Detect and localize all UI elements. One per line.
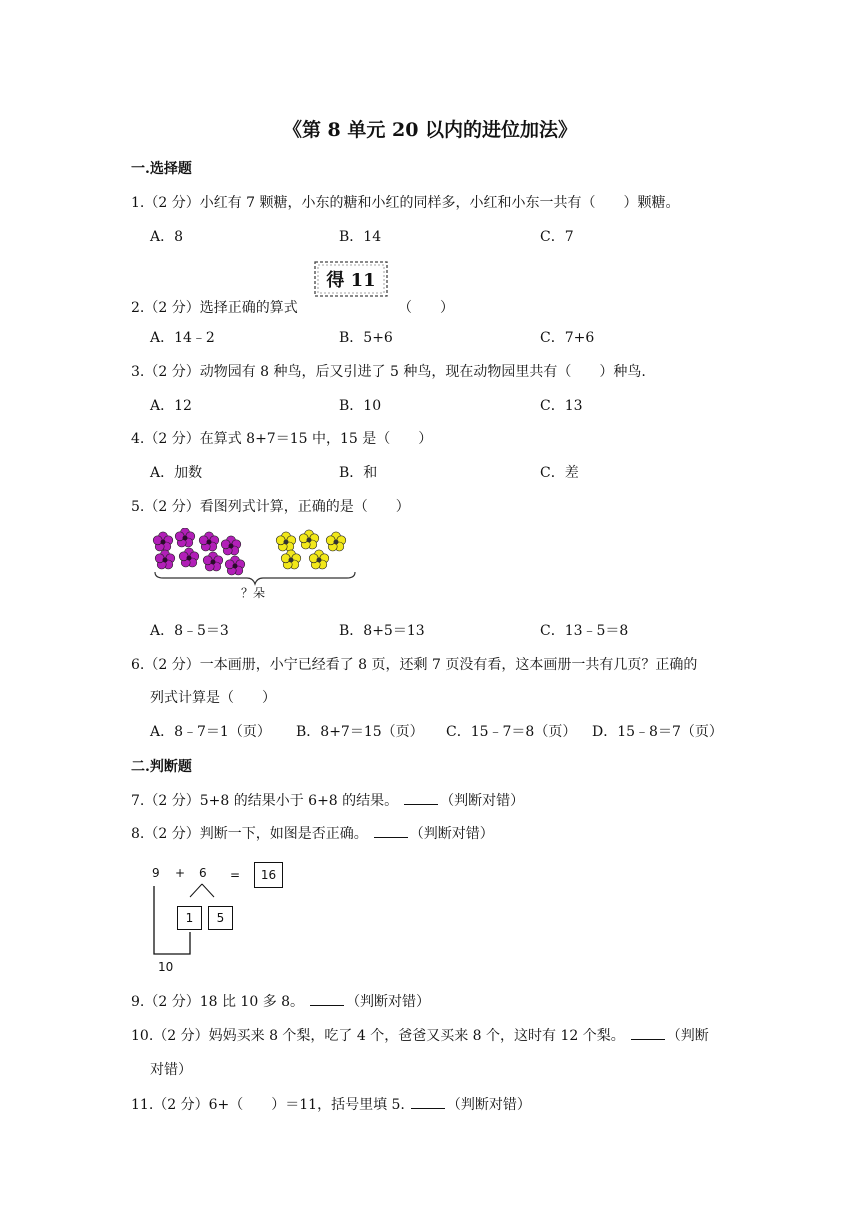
question-8-text: 8.（2 分）判断一下，如图是否正确。 <box>131 826 368 842</box>
yellow-flower <box>276 532 296 551</box>
q1-option-b: B．14 <box>339 229 382 245</box>
diagram-equals: = <box>230 868 241 882</box>
question-6-text-line2: 列式计算是（ ） <box>150 690 276 706</box>
q5-flowers-label: ？朵 <box>241 586 266 600</box>
question-8 <box>131 823 494 843</box>
q10-answer-blank[interactable] <box>631 1027 665 1040</box>
q8-answer-blank[interactable] <box>374 825 408 838</box>
diagram-result-box: 16 <box>254 862 283 888</box>
yellow-flower <box>309 550 329 569</box>
q2-answer-paren: （ ） <box>398 300 454 316</box>
q3-option-a: A．12 <box>150 398 192 414</box>
purple-flower <box>203 552 223 571</box>
diagram-addend-2: 6 <box>199 866 207 880</box>
q3-option-b: B．10 <box>339 398 382 414</box>
q8-diagram <box>150 862 290 977</box>
question-3-text: 3.（2 分）动物园有 8 种鸟，后又引进了 5 种鸟，现在动物园里共有（ ）种鸟. <box>131 364 646 380</box>
q5-flowers-image <box>151 528 359 604</box>
diagram-split-box-2: 5 <box>208 906 233 930</box>
question-4-text: 4.（2 分）在算式 8+7＝15 中，15 是（ ） <box>131 431 433 447</box>
yellow-flower <box>299 530 319 549</box>
purple-flower <box>155 550 175 569</box>
question-2-text: 2.（2 分）选择正确的算式 <box>131 300 298 316</box>
question-11 <box>131 1094 531 1114</box>
q4-option-b: B．和 <box>339 465 378 481</box>
q2-option-b: B．5+6 <box>339 330 393 346</box>
question-9-text: 9.（2 分）18 比 10 多 8。 <box>131 994 305 1010</box>
q3-option-c: C．13 <box>540 398 583 414</box>
q2-stamp-image <box>312 259 390 299</box>
q9-answer-blank[interactable] <box>310 993 344 1006</box>
question-1-text: 1.（2 分）小红有 7 颗糖，小东的糖和小红的同样多，小红和小东一共有（ ）颗糖。 <box>131 195 680 211</box>
q11-answer-blank[interactable] <box>411 1096 445 1109</box>
question-6-text-line1: 6.（2 分）一本画册，小宁已经看了 8 页，还剩 7 页没有看，这本画册一共有几页？正确的 <box>131 657 698 673</box>
question-7 <box>131 790 524 810</box>
question-5-text: 5.（2 分）看图列式计算，正确的是（ ） <box>131 499 410 515</box>
q2-option-a: A．14﹣2 <box>150 330 215 346</box>
diagram-split-box-1: 1 <box>177 906 202 930</box>
q10-suffix: （判断 <box>666 1028 709 1044</box>
q5-option-b: B．8+5＝13 <box>339 623 425 639</box>
q11-suffix: （判断对错） <box>446 1097 531 1113</box>
diagram-plus: + <box>175 866 186 880</box>
q7-suffix: （判断对错） <box>440 793 525 809</box>
question-7-text: 7.（2 分）5+8 的结果小于 6+8 的结果。 <box>131 793 399 809</box>
purple-flower <box>225 556 245 575</box>
q4-option-a: A．加数 <box>150 465 203 481</box>
q1-option-a: A．8 <box>150 229 184 245</box>
q5-option-a: A．8﹣5＝3 <box>150 623 229 639</box>
q2-option-c: C．7+6 <box>540 330 595 346</box>
question-10-line1 <box>131 1025 709 1045</box>
question-9 <box>131 991 430 1011</box>
purple-flower <box>179 548 199 567</box>
q6-option-d: D．15﹣8＝7（页） <box>592 724 723 740</box>
q9-suffix: （判断对错） <box>346 994 431 1010</box>
section-judge-heading: 二.判断题 <box>131 759 192 775</box>
yellow-flower <box>281 550 301 569</box>
q8-suffix: （判断对错） <box>409 826 494 842</box>
question-11-text: 11.（2 分）6+（ ）＝11，括号里填 5. <box>131 1097 405 1113</box>
q5-option-c: C．13﹣5＝8 <box>540 623 629 639</box>
purple-flower <box>199 532 219 551</box>
question-10-line2: 对错） <box>150 1062 192 1078</box>
q6-option-a: A．8﹣7＝1（页） <box>150 724 271 740</box>
q1-option-c: C．7 <box>540 229 574 245</box>
section-choice-heading: 一.选择题 <box>131 161 192 177</box>
purple-flower <box>221 536 241 555</box>
purple-flower <box>153 532 173 551</box>
diagram-addend-1: 9 <box>152 866 160 880</box>
yellow-flower <box>326 532 346 551</box>
diagram-ten: 10 <box>158 960 174 974</box>
purple-flower <box>175 528 195 547</box>
brace-line <box>155 572 355 584</box>
q2-stamp-text: 得 11 <box>326 270 376 291</box>
page-title: 《第 8 单元 20 以内的进位加法》 <box>282 119 578 141</box>
q6-option-b: B．8+7＝15（页） <box>296 724 424 740</box>
q4-option-c: C．差 <box>540 465 579 481</box>
question-10-text: 10.（2 分）妈妈买来 8 个梨，吃了 4 个，爸爸又买来 8 个，这时有 12 个梨。 <box>131 1028 625 1044</box>
q7-answer-blank[interactable] <box>404 792 438 805</box>
q6-option-c: C．15﹣7＝8（页） <box>446 724 577 740</box>
